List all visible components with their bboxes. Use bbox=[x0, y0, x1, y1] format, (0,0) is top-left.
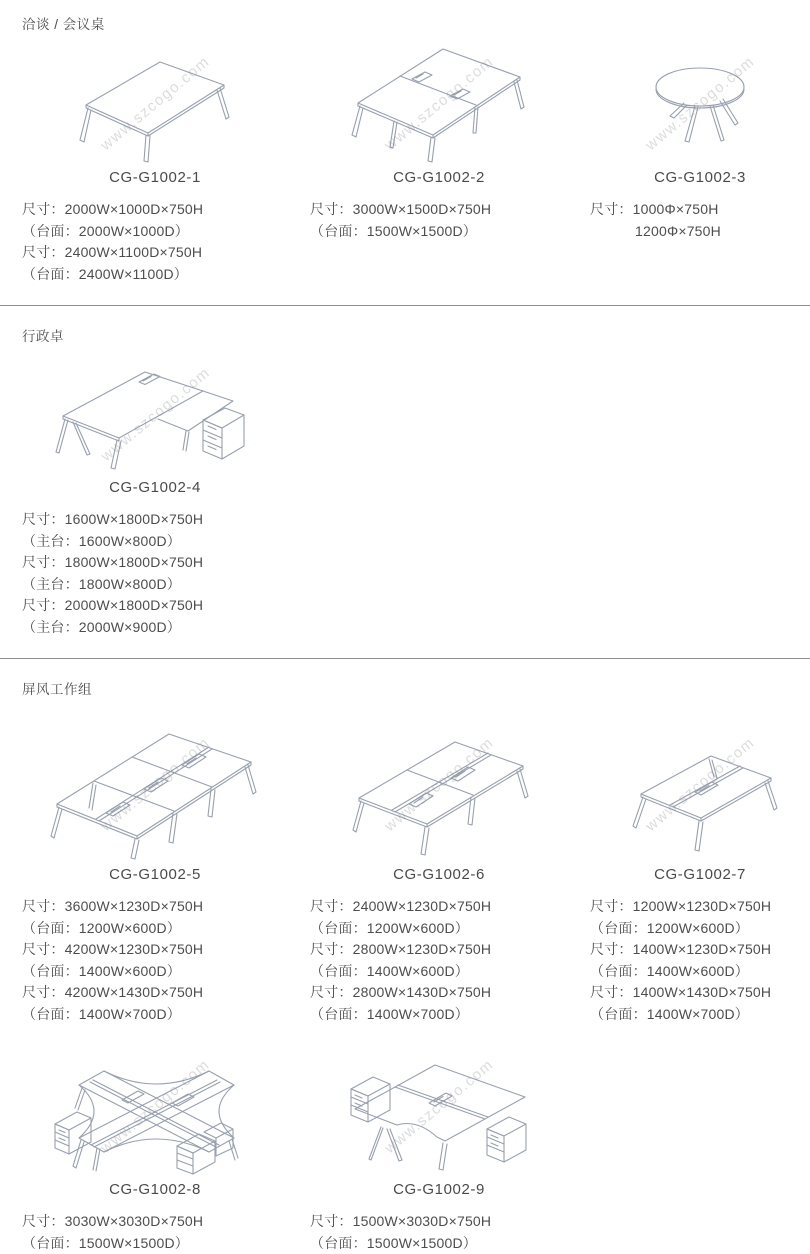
product-figure-wrap bbox=[22, 43, 288, 186]
section-items bbox=[0, 708, 810, 1254]
catalog-section bbox=[0, 0, 810, 285]
product-model: CG-G1002-3 bbox=[590, 169, 810, 186]
spec-line: 尺寸：1600W×1800D×750H bbox=[22, 509, 288, 531]
product-item bbox=[0, 708, 288, 1025]
spec-line: 尺寸：3030W×3030D×750H bbox=[22, 1211, 288, 1233]
watermark-text: www.szcogo.com bbox=[22, 655, 288, 913]
product-item bbox=[288, 1037, 568, 1254]
product-figure-wrap bbox=[590, 43, 810, 186]
product-illustration bbox=[329, 708, 549, 860]
product-item bbox=[288, 708, 568, 1025]
product-specs bbox=[22, 1211, 288, 1254]
product-figure-wrap bbox=[310, 43, 568, 186]
product-model: CG-G1002-7 bbox=[590, 866, 810, 883]
spec-line: （台面：1500W×1500D） bbox=[22, 1233, 288, 1254]
spec-line: 尺寸：1500W×3030D×750H bbox=[310, 1211, 568, 1233]
rect-conference-table-icon bbox=[78, 45, 233, 163]
product-specs bbox=[590, 896, 810, 1025]
spec-line: 尺寸：2000W×1000D×750H bbox=[22, 199, 288, 221]
spec-line: （台面：1500W×1500D） bbox=[310, 221, 568, 243]
spec-line: （台面：2400W×1100D） bbox=[22, 264, 288, 286]
watermark-text: www.szcogo.com bbox=[44, 0, 267, 210]
product-figure-wrap bbox=[22, 1037, 288, 1198]
spec-line: 尺寸：1000Φ×750H bbox=[590, 199, 810, 221]
catalog-section bbox=[0, 658, 810, 1254]
product-specs bbox=[22, 896, 288, 1025]
product-figure-wrap bbox=[22, 355, 288, 496]
spec-line: 尺寸：1200W×1230D×750H bbox=[590, 896, 810, 918]
spec-line: （台面：1200W×600D） bbox=[310, 918, 568, 940]
product-specs bbox=[22, 509, 288, 638]
spec-line: （主台：2000W×900D） bbox=[22, 617, 288, 639]
workstation-two-seat-l-icon bbox=[337, 1047, 542, 1175]
l-shaped-executive-desk-icon bbox=[53, 358, 258, 473]
product-figure-wrap bbox=[22, 708, 288, 883]
spec-line: 尺寸：1400W×1230D×750H bbox=[590, 939, 810, 961]
watermark-text: www.szcogo.com bbox=[26, 982, 283, 1229]
product-item bbox=[0, 355, 288, 638]
spec-line: 尺寸：2400W×1230D×750H bbox=[310, 896, 568, 918]
spec-line: （台面：2000W×1000D） bbox=[22, 221, 288, 243]
product-illustration bbox=[605, 43, 795, 163]
product-specs bbox=[310, 199, 568, 242]
product-specs bbox=[310, 896, 568, 1025]
product-model: CG-G1002-1 bbox=[22, 169, 288, 186]
section-title: 行政卓 bbox=[22, 325, 810, 345]
spec-line: 尺寸：2400W×1100D×750H bbox=[22, 242, 288, 264]
spec-line: 尺寸：4200W×1430D×750H bbox=[22, 982, 288, 1004]
spec-line: （主台：1600W×800D） bbox=[22, 531, 288, 553]
product-specs bbox=[310, 1211, 568, 1254]
workstation-cross-four-seat-icon bbox=[49, 1040, 261, 1175]
product-illustration bbox=[344, 43, 534, 163]
section-title: 屏风工作组 bbox=[22, 678, 810, 698]
spec-line: （台面：1400W×600D） bbox=[22, 961, 288, 983]
product-illustration bbox=[45, 1037, 265, 1175]
double-conference-table-icon bbox=[348, 33, 530, 163]
watermark-text: www.szcogo.com bbox=[310, 982, 567, 1229]
spec-line: 尺寸：2800W×1230D×750H bbox=[310, 939, 568, 961]
product-figure-wrap bbox=[590, 708, 810, 883]
spec-line: 尺寸：1400W×1430D×750H bbox=[590, 982, 810, 1004]
spec-line: 尺寸：2800W×1430D×750H bbox=[310, 982, 568, 1004]
product-illustration bbox=[60, 43, 250, 163]
product-item bbox=[568, 43, 810, 285]
product-specs bbox=[22, 199, 288, 285]
workstation-two-seat-icon bbox=[619, 732, 781, 860]
spec-line: （台面：1400W×700D） bbox=[590, 1004, 810, 1026]
spec-line: 尺寸：2000W×1800D×750H bbox=[22, 595, 288, 617]
spec-line: （台面：1200W×600D） bbox=[22, 918, 288, 940]
product-model: CG-G1002-4 bbox=[22, 479, 288, 496]
spec-line: 尺寸：4200W×1230D×750H bbox=[22, 939, 288, 961]
spec-line: （台面：1400W×700D） bbox=[310, 1004, 568, 1026]
spec-line: （台面：1400W×600D） bbox=[310, 961, 568, 983]
workstation-six-seat-icon bbox=[49, 712, 261, 860]
product-illustration bbox=[48, 355, 263, 473]
spec-line: （台面：1400W×600D） bbox=[590, 961, 810, 983]
product-illustration bbox=[45, 708, 265, 860]
watermark-text: www.szcogo.com bbox=[328, 0, 551, 210]
product-item bbox=[568, 708, 810, 1025]
workstation-four-seat-icon bbox=[345, 720, 533, 860]
spec-line: 尺寸：1800W×1800D×750H bbox=[22, 552, 288, 574]
spec-line: （台面：1500W×1500D） bbox=[310, 1233, 568, 1254]
watermark-text: www.szcogo.com bbox=[306, 655, 572, 913]
section-items bbox=[0, 43, 810, 285]
product-model: CG-G1002-9 bbox=[310, 1181, 568, 1198]
catalog-section bbox=[0, 305, 810, 638]
watermark-text: www.szcogo.com bbox=[589, 0, 810, 210]
watermark-text: www.szcogo.com bbox=[35, 300, 276, 529]
spec-line: 尺寸：3600W×1230D×750H bbox=[22, 896, 288, 918]
product-model: CG-G1002-6 bbox=[310, 866, 568, 883]
product-specs bbox=[590, 199, 810, 242]
spec-line: （主台：1800W×800D） bbox=[22, 574, 288, 596]
product-item bbox=[288, 43, 568, 285]
product-item bbox=[0, 1037, 288, 1254]
round-table-icon bbox=[643, 51, 758, 163]
product-figure-wrap bbox=[310, 1037, 568, 1198]
section-items bbox=[0, 355, 810, 638]
product-item bbox=[0, 43, 288, 285]
spec-line: 1200Φ×750H bbox=[590, 221, 810, 243]
product-illustration bbox=[590, 708, 810, 860]
product-model: CG-G1002-8 bbox=[22, 1181, 288, 1198]
product-model: CG-G1002-2 bbox=[310, 169, 568, 186]
spec-line: （台面：1400W×700D） bbox=[22, 1004, 288, 1026]
watermark-text: www.szcogo.com bbox=[567, 655, 810, 913]
spec-line: 尺寸：3000W×1500D×750H bbox=[310, 199, 568, 221]
section-title: 洽谈 / 会议桌 bbox=[22, 13, 810, 33]
product-figure-wrap bbox=[310, 708, 568, 883]
product-model: CG-G1002-5 bbox=[22, 866, 288, 883]
spec-line: （台面：1200W×600D） bbox=[590, 918, 810, 940]
product-illustration bbox=[329, 1037, 549, 1175]
